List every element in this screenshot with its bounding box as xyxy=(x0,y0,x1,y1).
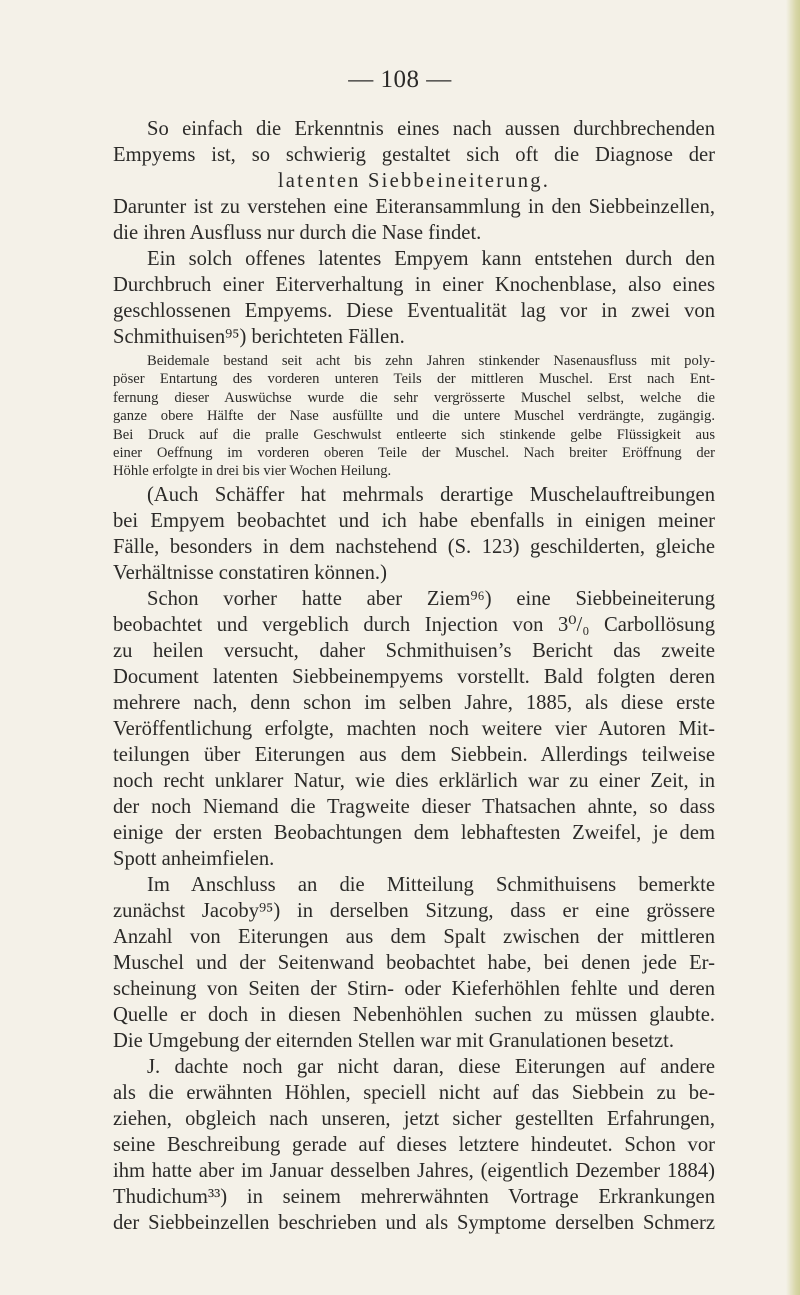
text-line: seine Beschreibung gerade auf dieses letztere hindeutet. Schon vor xyxy=(113,1134,715,1156)
text-line: Schmithuisen⁹⁵) berichteten Fällen. xyxy=(113,326,405,348)
text-line: Fälle, besonders in dem nachstehend (S. 123) geschilderten, gleiche xyxy=(113,536,715,558)
paragraph-p4 xyxy=(113,352,715,481)
text-line: der noch Niemand die Tragweite dieser Thatsachen ahnte, so dass xyxy=(113,796,715,818)
text-line: noch recht unklarer Natur, wie dies erklärlich war zu einer Zeit, in xyxy=(113,770,715,792)
text-line: der Siebbeinzellen beschrieben und als Symptome derselben Schmerz xyxy=(113,1212,715,1234)
text-line: Document latenten Siebbeinempyems vorstellt. Bald folgten deren xyxy=(113,666,715,688)
text-line: fernung dieser Auswüchse wurde die sehr vergrösserte Muschel selbst, welche die xyxy=(113,389,715,406)
text-line: Schon vorher hatte aber Ziem⁹⁶) eine Siebbeineiterung xyxy=(147,588,715,610)
text-line: zunächst Jacoby⁹⁵) in derselben Sitzung, dass er eine grössere xyxy=(113,900,715,922)
text-line: mehrere nach, denn schon im selben Jahre, 1885, als diese erste xyxy=(113,692,715,714)
text-line: Veröffentlichung erfolgte, machten noch weitere vier Autoren Mit- xyxy=(113,718,715,740)
text-line: die ihren Ausfluss nur durch die Nase findet. xyxy=(113,222,482,244)
text-line: Empyems ist, so schwierig gestaltet sich oft die Diagnose der xyxy=(113,144,715,166)
text-line: latenten Siebbeineiterung. xyxy=(277,170,551,192)
text-line: zu heilen versucht, daher Schmithuisen’s Bericht das zweite xyxy=(113,640,715,662)
paragraph-p3 xyxy=(113,246,715,350)
paragraph-p6 xyxy=(113,586,715,872)
text-line: scheinung von Seiten der Stirn- oder Kieferhöhlen fehlte und deren xyxy=(113,978,715,1000)
text-line: einer Oeffnung im vorderen oberen Teile der Muschel. Nach breiter Eröffnung der xyxy=(113,445,715,462)
text-line: einige der ersten Beobachtungen dem lebhaftesten Zweifel, je dem xyxy=(113,822,715,844)
paragraph-p5 xyxy=(113,482,715,586)
text-line: ziehen, obgleich nach unseren, jetzt sicher gestellten Erfahrungen, xyxy=(113,1108,715,1130)
text-line: Verhältnisse constatiren können.) xyxy=(113,562,387,584)
page-number: — 108 — xyxy=(348,66,452,93)
text-line: Quelle er doch in diesen Nebenhöhlen suchen zu müssen glaubte. xyxy=(113,1004,715,1026)
text-line: teilungen über Eiterungen aus dem Siebbein. Allerdings teilweise xyxy=(113,744,715,766)
text-line: Anzahl von Eiterungen aus dem Spalt zwischen der mittleren xyxy=(113,926,715,948)
text-line: Darunter ist zu verstehen eine Eiteransammlung in den Siebbeinzellen, xyxy=(113,196,715,218)
text-line: Die Umgebung der eiternden Stellen war mit Granulationen besetzt. xyxy=(113,1030,674,1052)
text-line: Ein solch offenes latentes Empyem kann entstehen durch den xyxy=(147,248,715,270)
text-line: bei Empyem beobachtet und ich habe ebenfalls in einigen meiner xyxy=(113,510,715,532)
text-line: als die erwähnten Höhlen, speciell nicht auf das Siebbein zu be- xyxy=(113,1082,715,1104)
paragraph-p1 xyxy=(113,116,715,194)
text-line: Muschel und der Seitenwand beobachtet habe, bei denen jede Er- xyxy=(113,952,715,974)
text-line: So einfach die Erkenntnis eines nach aussen durchbrechenden xyxy=(147,118,715,140)
paragraph-p7 xyxy=(113,872,715,1054)
text-line: Spott anheimfielen. xyxy=(113,848,275,870)
text-line: Beidemale bestand seit acht bis zehn Jahren stinkender Nasenausfluss mit poly- xyxy=(147,353,715,369)
text-line: (Auch Schäffer hat mehrmals derartige Muschelauftreibungen xyxy=(147,484,715,506)
text-line: Thudichum³³) in seinem mehrerwähnten Vortrage Erkrankungen xyxy=(113,1186,715,1208)
paragraph-p8 xyxy=(113,1054,715,1236)
text-line: pöser Entartung des vorderen unteren Teils der mittleren Muschel. Erst nach Ent- xyxy=(113,371,715,388)
page-edge-shadow xyxy=(786,0,800,1295)
text-line: geschlossenen Empyems. Diese Eventualität lag vor in zwei von xyxy=(113,300,715,322)
text-line: beobachtet und vergeblich durch Injection von 3⁰/₀ Carbollösung xyxy=(113,614,715,636)
text-line: Im Anschluss an die Mitteilung Schmithuisens bemerkte xyxy=(147,874,715,896)
text-line: Höhle erfolgte in drei bis vier Wochen Heilung. xyxy=(113,463,392,480)
text-line: J. dachte noch gar nicht daran, diese Eiterungen auf andere xyxy=(147,1056,715,1078)
text-line: ihm hatte aber im Januar desselben Jahres, (eigentlich Dezember 1884) xyxy=(113,1160,715,1182)
text-line: Durchbruch einer Eiterverhaltung in einer Knochenblase, also eines xyxy=(113,274,715,296)
text-line: ganze obere Hälfte der Nase ausfüllte und die untere Muschel verdrängte, zugängig. xyxy=(113,408,715,425)
paragraph-p2 xyxy=(113,194,715,246)
text-line: Bei Druck auf die pralle Geschwulst entleerte sich stinkende gelbe Flüssigkeit aus xyxy=(113,426,715,443)
